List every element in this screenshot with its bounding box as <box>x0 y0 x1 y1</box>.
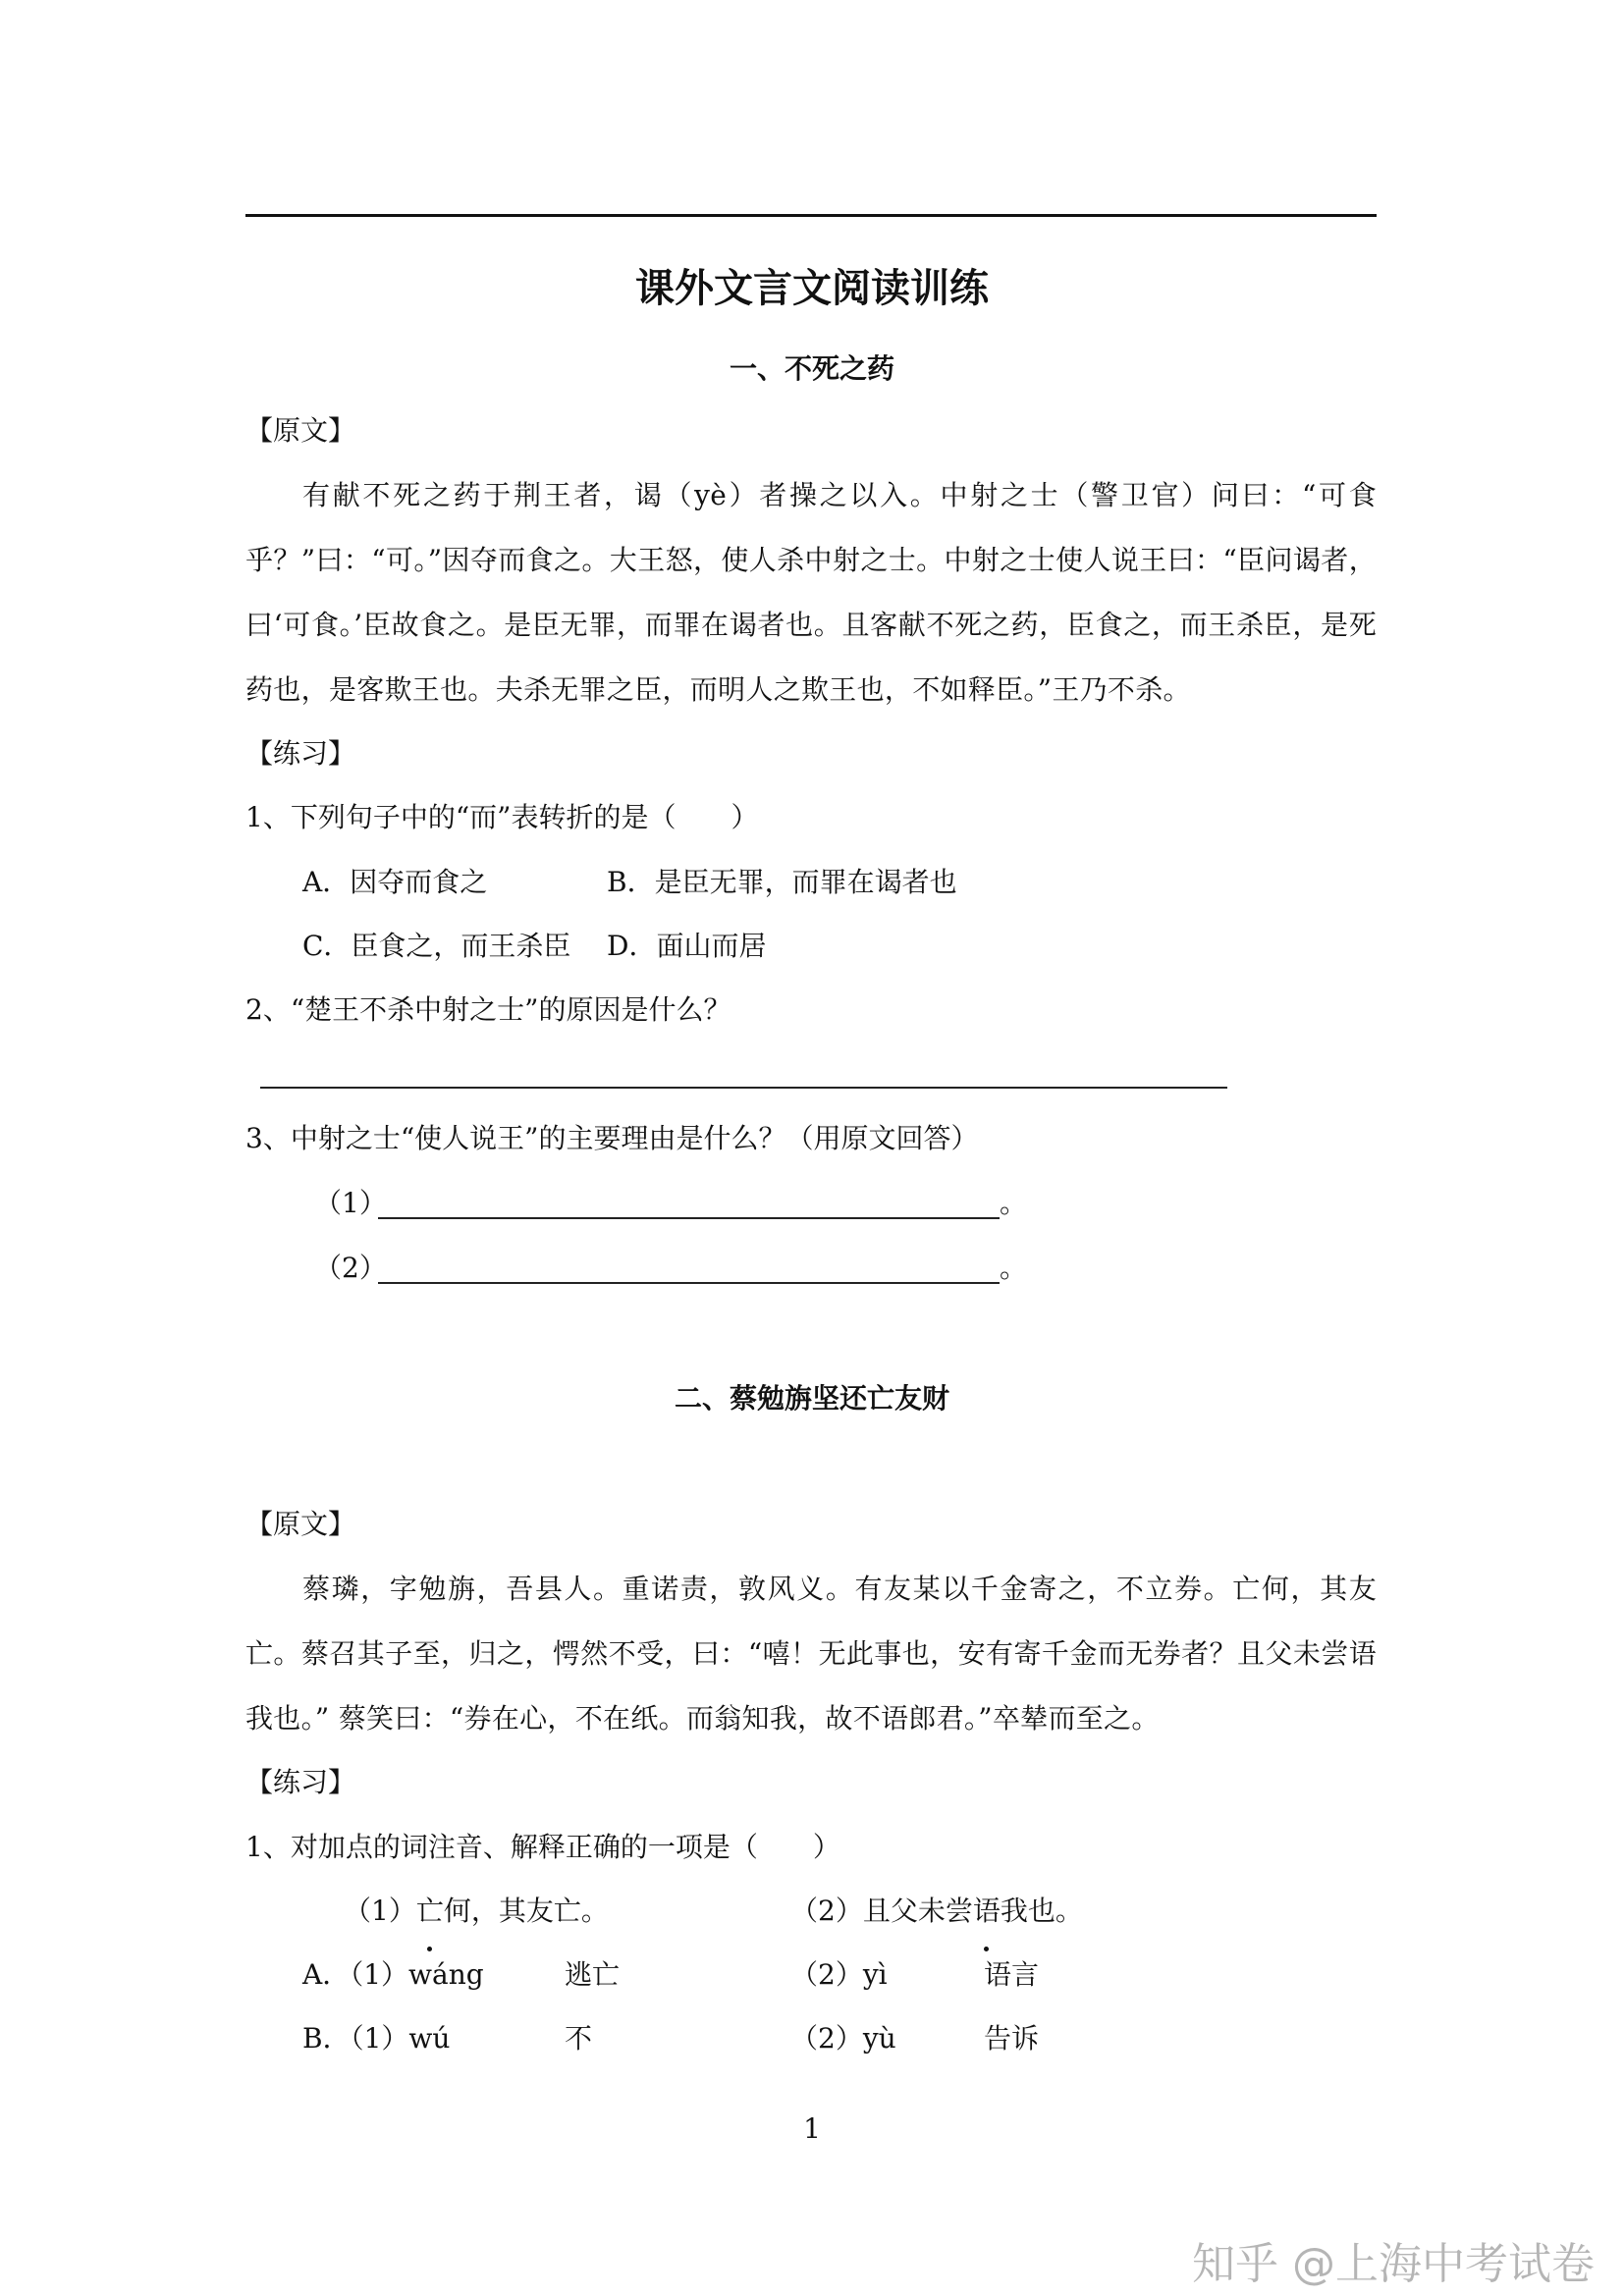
item-1-dotted-word: 亡 <box>416 1879 444 1944</box>
row-a-label-2: （2）yì <box>790 1958 888 1991</box>
section-1-exercise-label: 【练习】 <box>245 737 356 770</box>
section-1-q1: 1、下列句子中的“而”表转折的是（ ） <box>245 801 759 833</box>
watermark: 知乎 @上海中考试卷 <box>1192 2239 1595 2289</box>
section-1-q1-option-d: D．面山而居 <box>607 930 767 962</box>
row-b-meaning-1: 不 <box>565 2022 593 2055</box>
item-2-rest: 我也。 <box>1000 1895 1083 1927</box>
item-2-dotted-word: 语 <box>973 1879 1001 1944</box>
row-a-meaning-1: 逃亡 <box>565 1958 621 1991</box>
q3-blank-1-label: （1） <box>314 1187 387 1219</box>
section-1-q1-option-b: B．是臣无罪，而罪在谒者也 <box>607 866 957 898</box>
page-number: 1 <box>803 2112 821 2145</box>
row-a-label: A．（1）wáng <box>302 1958 484 1991</box>
item-1-prefix: （1） <box>344 1895 416 1927</box>
q3-answer-line-2[interactable] <box>378 1282 1000 1284</box>
section-2-q1-item-1 <box>344 1879 609 1944</box>
row-a-meaning-2: 语言 <box>984 1958 1040 1991</box>
section-1-original-label: 【原文】 <box>245 414 356 447</box>
q3-blank-1-end: 。 <box>1000 1187 1028 1219</box>
section-2-q1: 1、对加点的词注音、解释正确的一项是（ ） <box>245 1831 840 1863</box>
row-b-meaning-2: 告诉 <box>984 2022 1040 2055</box>
section-2-heading: 二、蔡勉旃坚还亡友财 <box>674 1382 949 1415</box>
row-b-label-2: （2）yù <box>790 2022 896 2055</box>
section-2-q1-item-2 <box>790 1879 1083 1944</box>
q3-blank-2-label: （2） <box>314 1252 387 1284</box>
page-title: 课外文言文阅读训练 <box>635 266 989 311</box>
section-1-q1-option-c: C．臣食之，而王杀臣 <box>302 930 571 962</box>
section-1-q2: 2、“楚王不杀中射之士”的原因是什么？ <box>245 993 731 1026</box>
q3-answer-line-1[interactable] <box>378 1217 1000 1219</box>
section-1-q3: 3、中射之士“使人说王”的主要理由是什么？（用原文回答） <box>245 1122 979 1154</box>
section-2-original-label: 【原文】 <box>245 1508 356 1540</box>
row-b-label: B．（1）wú <box>302 2022 451 2055</box>
item-1-rest: 何，其友亡。 <box>443 1895 609 1927</box>
section-2-original-text: 蔡璘，字勉旃，吾县人。重诺责，敦风义。有友某以千金寄之，不立券。亡何，其友亡。蔡召其子至，归之，愕然不受，曰：“嘻！无此事也，安有寄千金而无券者？且父未尝语我也。” 蔡笑曰：“券在心，不在纸。而翁知我，故不语郎君。”卒辇而至之。 <box>245 1573 1377 1735</box>
q3-blank-2-end: 。 <box>1000 1252 1028 1284</box>
q2-answer-line[interactable] <box>260 1087 1227 1089</box>
section-1-heading: 一、不死之药 <box>729 352 894 385</box>
item-2-prefix: （2）且父未尝 <box>790 1895 973 1927</box>
header-rule <box>245 214 1377 217</box>
section-1-q1-option-a: A．因夺而食之 <box>302 866 488 898</box>
section-2-exercise-label: 【练习】 <box>245 1766 356 1798</box>
section-1-original-text: 有献不死之药于荆王者，谒（yè）者操之以入。中射之士（警卫官）问曰：“可食乎？”曰：“可。”因夺而食之。大王怒，使人杀中射之士。中射之士使人说王曰：“臣问谒者，曰‘可食。’臣故食之。是臣无罪，而罪在谒者也。且客献不死之药，臣食之，而王杀臣，是死药也，是客欺王也。夫杀无罪之臣，而明人之欺王也，不如释臣。”王乃不杀。 <box>245 479 1377 706</box>
